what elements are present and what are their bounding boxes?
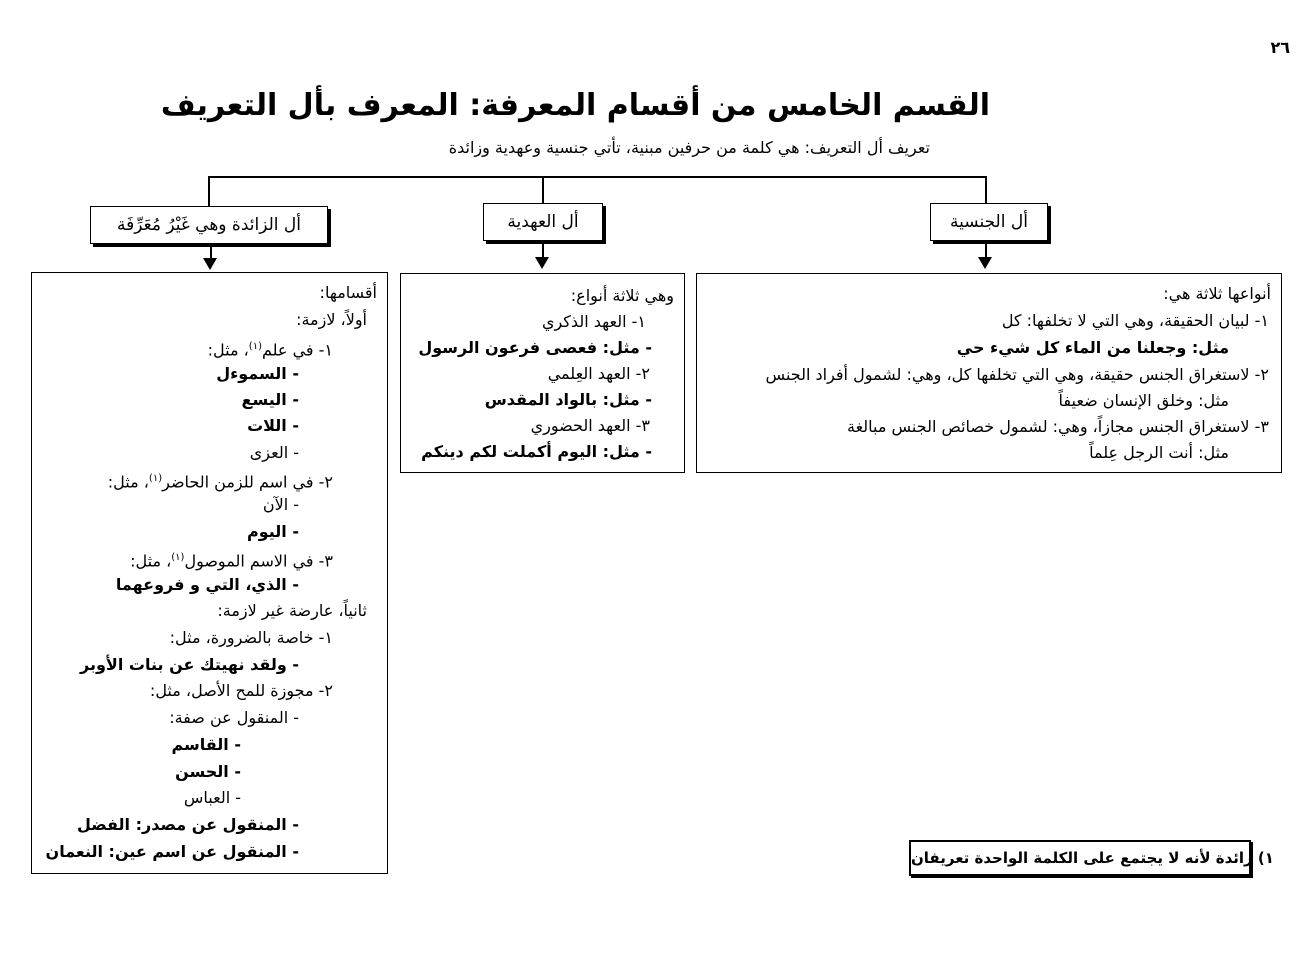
zaida-line-6: - اللات xyxy=(247,416,299,435)
zaida-line-15: - ولقد نهيتك عن بنات الأوبر xyxy=(80,655,299,674)
zaida-line-18: - القاسم xyxy=(171,735,241,754)
zaida-line-19: - الحسن xyxy=(175,762,241,781)
zaida-line-21: - المنقول عن مصدر: الفضل xyxy=(76,815,299,834)
zaida-line-16: ٢- مجوزة للمح الأصل، مثل: xyxy=(149,681,333,700)
jinsiyya-line-2: ١- لبيان الحقيقة، وهي التي لا تخلفها: كل xyxy=(1001,311,1269,330)
zaida-line-2: أولاً، لازمة: xyxy=(296,310,367,329)
arrow-down-icon xyxy=(203,258,217,270)
arrow-shaft-zaida xyxy=(210,246,212,258)
zaida-line-10: - اليوم xyxy=(247,522,299,541)
zaida-line-22: - المنقول عن اسم عين: النعمان xyxy=(45,842,299,861)
zaida-line-11 xyxy=(130,548,333,571)
footnote-ref-3: (١) xyxy=(171,552,185,563)
example-suffix-3: ، مثل: xyxy=(130,551,172,571)
connector-horizontal xyxy=(208,176,986,178)
footnote-text: ١) زائدة لأنه لا يجتمع على الكلمة الواحدة تعريفان xyxy=(911,849,1274,867)
node-ahdiyya xyxy=(483,203,603,241)
connector-center xyxy=(542,176,544,203)
ahdiyya-box xyxy=(400,273,685,473)
node-jinsiyya-label: أل الجنسية xyxy=(950,212,1028,232)
ahdiyya-line-6: ٣- العهد الحضوري xyxy=(530,416,650,435)
page-title: القسم الخامس من أقسام المعرفة: المعرف بأل التعريف xyxy=(160,88,990,123)
jinsiyya-box xyxy=(696,273,1282,473)
zaida-line-20: - العباس xyxy=(183,788,241,807)
jinsiyya-line-7: مثل: أنت الرجل عِلماً xyxy=(1089,443,1229,462)
zaida-box xyxy=(31,272,388,874)
jinsiyya-line-3: مثل: وجعلنا من الماء كل شيء حي xyxy=(956,338,1229,357)
zaida-line-11-text: ٣- في الاسم الموصول xyxy=(184,551,333,571)
zaida-line-9: - الآن xyxy=(262,495,299,514)
node-zaida xyxy=(90,206,328,244)
zaida-line-8-text: ٢- في اسم للزمن الحاضر xyxy=(162,472,333,492)
node-ahdiyya-label: أل العهدية xyxy=(507,212,579,232)
zaida-line-14: ١- خاصة بالضرورة، مثل: xyxy=(169,628,333,647)
zaida-line-12: - الذي، التي و فروعهما xyxy=(115,575,299,594)
ahdiyya-line-7: - مثل: اليوم أكملت لكم دينكم xyxy=(421,442,652,461)
zaida-line-3-text: ١- في علم xyxy=(261,340,333,360)
page-number: ٢٦ xyxy=(1270,38,1290,57)
zaida-line-3 xyxy=(208,337,333,360)
zaida-line-8 xyxy=(108,469,333,492)
arrow-shaft-ahdiyya xyxy=(542,243,544,257)
ahdiyya-line-2: ١- العهد الذكري xyxy=(541,312,646,331)
jinsiyya-line-5: مثل: وخلق الإنسان ضعيفاً xyxy=(1058,391,1229,410)
zaida-line-4: - السموءل xyxy=(216,364,299,383)
ahdiyya-line-4: ٢- العهد العِلمي xyxy=(547,364,650,383)
definition-text: تعريف أل التعريف: هي كلمة من حرفين مبنية، تأتي جنسية وعهدية وزائدة xyxy=(448,138,930,157)
ahdiyya-line-5: - مثل: بالواد المقدس xyxy=(484,390,652,409)
zaida-line-17: - المنقول عن صفة: xyxy=(169,708,299,727)
zaida-line-5: - اليسع xyxy=(241,390,299,409)
ahdiyya-line-1: وهي ثلاثة أنواع: xyxy=(570,286,674,305)
ahdiyya-line-3: - مثل: فعصى فرعون الرسول xyxy=(418,338,652,357)
footnote-ref-2: (١) xyxy=(148,473,163,484)
footnote-ref-1: (١) xyxy=(248,341,262,352)
arrow-down-icon xyxy=(978,257,992,269)
arrow-shaft-jinsiyya xyxy=(985,243,987,257)
zaida-line-13: ثانياً، عارضة غير لازمة: xyxy=(217,601,367,620)
footnote-box xyxy=(909,840,1274,876)
node-jinsiyya xyxy=(930,203,1048,241)
zaida-line-1: أقسامها: xyxy=(319,283,377,302)
arrow-down-icon xyxy=(535,257,549,269)
connector-right xyxy=(985,176,987,203)
node-zaida-label: أل الزائدة وهي غَيْرُ مُعَرِّفَة xyxy=(117,215,301,235)
jinsiyya-line-1: أنواعها ثلاثة هي: xyxy=(1163,284,1271,303)
example-suffix-2: ، مثل: xyxy=(107,472,149,492)
connector-left xyxy=(208,176,210,206)
jinsiyya-line-4: ٢- لاستغراق الجنس حقيقة، وهي التي تخلفها كل، وهي: لشمول أفراد الجنس xyxy=(765,365,1269,384)
example-suffix-1: ، مثل: xyxy=(207,340,249,360)
jinsiyya-line-6: ٣- لاستغراق الجنس مجازاً، وهي: لشمول خصائص الجنس مبالغة xyxy=(847,417,1269,436)
zaida-line-7: - العزى xyxy=(249,443,299,462)
